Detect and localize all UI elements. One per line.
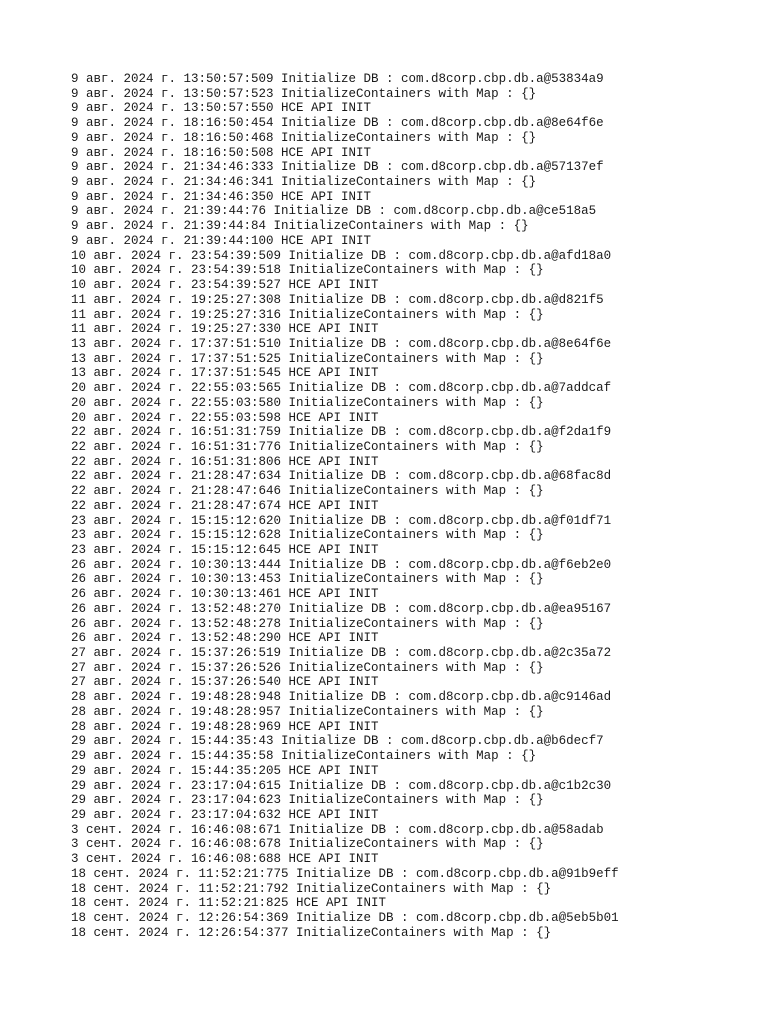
log-line: 22 авг. 2024 г. 16:51:31:759 Initialize DB : com.d8corp.cbp.db.a@f2da1f9 (71, 425, 612, 440)
log-line: 22 авг. 2024 г. 21:28:47:674 HCE API INIT (71, 498, 379, 513)
log-line: 26 авг. 2024 г. 10:30:13:444 Initialize DB : com.d8corp.cbp.db.a@f6eb2e0 (71, 557, 612, 572)
log-line: 26 авг. 2024 г. 13:52:48:270 Initialize DB : com.d8corp.cbp.db.a@ea95167 (71, 601, 612, 616)
log-line: 3 сент. 2024 г. 16:46:08:671 Initialize DB : com.d8corp.cbp.db.a@58adab (71, 822, 604, 837)
log-line: 22 авг. 2024 г. 21:28:47:646 InitializeContainers with Map : {} (71, 484, 544, 499)
log-line: 9 авг. 2024 г. 21:39:44:84 InitializeContainers with Map : {} (71, 219, 529, 234)
log-line: 9 авг. 2024 г. 21:39:44:76 Initialize DB : com.d8corp.cbp.db.a@ce518a5 (71, 204, 597, 219)
log-line: 23 авг. 2024 г. 15:15:12:645 HCE API INIT (71, 543, 379, 557)
log-line: 29 авг. 2024 г. 15:44:35:43 Initialize DB : com.d8corp.cbp.db.a@b6decf7 (71, 734, 604, 749)
log-line: 22 авг. 2024 г. 16:51:31:806 HCE API INIT (71, 454, 379, 469)
log-line: 29 авг. 2024 г. 15:44:35:205 HCE API INIT (71, 763, 379, 778)
log-line: 27 авг. 2024 г. 15:37:26:540 HCE API INIT (71, 675, 379, 690)
log-line: 9 авг. 2024 г. 13:50:57:550 HCE API INIT (71, 101, 372, 116)
log-line: 27 авг. 2024 г. 15:37:26:526 InitializeContainers with Map : {} (71, 660, 544, 675)
log-line: 3 сент. 2024 г. 16:46:08:678 InitializeContainers with Map : {} (71, 837, 544, 852)
log-line: 13 авг. 2024 г. 17:37:51:510 Initialize DB : com.d8corp.cbp.db.a@8e64f6e (71, 336, 612, 351)
log-line: 23 авг. 2024 г. 15:15:12:628 InitializeContainers with Map : {} (71, 528, 544, 543)
log-line: 10 авг. 2024 г. 23:54:39:518 InitializeContainers with Map : {} (71, 263, 544, 278)
log-line: 10 авг. 2024 г. 23:54:39:527 HCE API INIT (71, 278, 379, 293)
log-line: 13 авг. 2024 г. 17:37:51:545 HCE API INIT (71, 366, 379, 381)
log-line: 9 авг. 2024 г. 21:34:46:333 Initialize DB : com.d8corp.cbp.db.a@57137ef (71, 160, 604, 175)
log-line: 20 авг. 2024 г. 22:55:03:598 HCE API INIT (71, 410, 379, 425)
log-line: 9 авг. 2024 г. 13:50:57:523 InitializeContainers with Map : {} (71, 86, 537, 101)
log-line: 11 авг. 2024 г. 19:25:27:330 HCE API INIT (71, 322, 379, 337)
log-line: 18 сент. 2024 г. 12:26:54:377 InitializeContainers with Map : {} (71, 925, 552, 940)
log-line: 18 сент. 2024 г. 12:26:54:369 Initialize DB : com.d8corp.cbp.db.a@5eb5b01 (71, 910, 619, 925)
log-line: 18 сент. 2024 г. 11:52:21:792 InitializeContainers with Map : {} (71, 881, 552, 896)
log-line: 20 авг. 2024 г. 22:55:03:580 InitializeContainers with Map : {} (71, 395, 544, 410)
log-line: 23 авг. 2024 г. 15:15:12:620 Initialize DB : com.d8corp.cbp.db.a@f01df71 (71, 513, 612, 528)
log-line: 22 авг. 2024 г. 16:51:31:776 InitializeContainers with Map : {} (71, 439, 544, 454)
log-line: 9 авг. 2024 г. 21:34:46:350 HCE API INIT (71, 189, 372, 204)
log-line: 29 авг. 2024 г. 23:17:04:632 HCE API INIT (71, 807, 379, 822)
log-line: 20 авг. 2024 г. 22:55:03:565 Initialize DB : com.d8corp.cbp.db.a@7addcaf (71, 381, 612, 396)
log-line: 27 авг. 2024 г. 15:37:26:519 Initialize DB : com.d8corp.cbp.db.a@2c35a72 (71, 646, 612, 661)
log-line: 26 авг. 2024 г. 13:52:48:278 InitializeContainers with Map : {} (71, 616, 544, 631)
log-view (71, 72, 761, 940)
log-line: 18 сент. 2024 г. 11:52:21:825 HCE API INIT (71, 896, 387, 911)
log-line: 26 авг. 2024 г. 10:30:13:461 HCE API INIT (71, 587, 379, 602)
log-line: 10 авг. 2024 г. 23:54:39:509 Initialize DB : com.d8corp.cbp.db.a@afd18a0 (71, 248, 612, 263)
log-line: 9 авг. 2024 г. 21:34:46:341 InitializeContainers with Map : {} (71, 175, 537, 190)
log-line: 29 авг. 2024 г. 23:17:04:623 InitializeContainers with Map : {} (71, 793, 544, 808)
log-line: 11 авг. 2024 г. 19:25:27:316 InitializeContainers with Map : {} (71, 307, 544, 322)
log-line: 18 сент. 2024 г. 11:52:21:775 Initialize DB : com.d8corp.cbp.db.a@91b9eff (71, 866, 619, 881)
log-line: 9 авг. 2024 г. 21:39:44:100 HCE API INIT (71, 233, 372, 248)
log-line: 9 авг. 2024 г. 18:16:50:468 InitializeContainers with Map : {} (71, 130, 537, 145)
log-line: 11 авг. 2024 г. 19:25:27:308 Initialize DB : com.d8corp.cbp.db.a@d821f5 (71, 292, 604, 307)
log-line: 29 авг. 2024 г. 15:44:35:58 InitializeContainers with Map : {} (71, 749, 537, 764)
log-line: 26 авг. 2024 г. 13:52:48:290 HCE API INIT (71, 631, 379, 646)
log-line: 3 сент. 2024 г. 16:46:08:688 HCE API INIT (71, 852, 379, 867)
log-line: 28 авг. 2024 г. 19:48:28:948 Initialize DB : com.d8corp.cbp.db.a@c9146ad (71, 690, 612, 705)
log-line: 28 авг. 2024 г. 19:48:28:969 HCE API INIT (71, 719, 379, 734)
log-line: 29 авг. 2024 г. 23:17:04:615 Initialize DB : com.d8corp.cbp.db.a@c1b2c30 (71, 778, 612, 793)
log-line: 9 авг. 2024 г. 18:16:50:508 HCE API INIT (71, 145, 372, 160)
log-line: 13 авг. 2024 г. 17:37:51:525 InitializeContainers with Map : {} (71, 351, 544, 366)
log-line: 9 авг. 2024 г. 18:16:50:454 Initialize DB : com.d8corp.cbp.db.a@8e64f6e (71, 116, 604, 131)
log-line: 28 авг. 2024 г. 19:48:28:957 InitializeContainers with Map : {} (71, 704, 544, 719)
log-line: 9 авг. 2024 г. 13:50:57:509 Initialize DB : com.d8corp.cbp.db.a@53834a9 (71, 72, 604, 86)
log-line: 26 авг. 2024 г. 10:30:13:453 InitializeContainers with Map : {} (71, 572, 544, 587)
log-line: 22 авг. 2024 г. 21:28:47:634 Initialize DB : com.d8corp.cbp.db.a@68fac8d (71, 469, 612, 484)
